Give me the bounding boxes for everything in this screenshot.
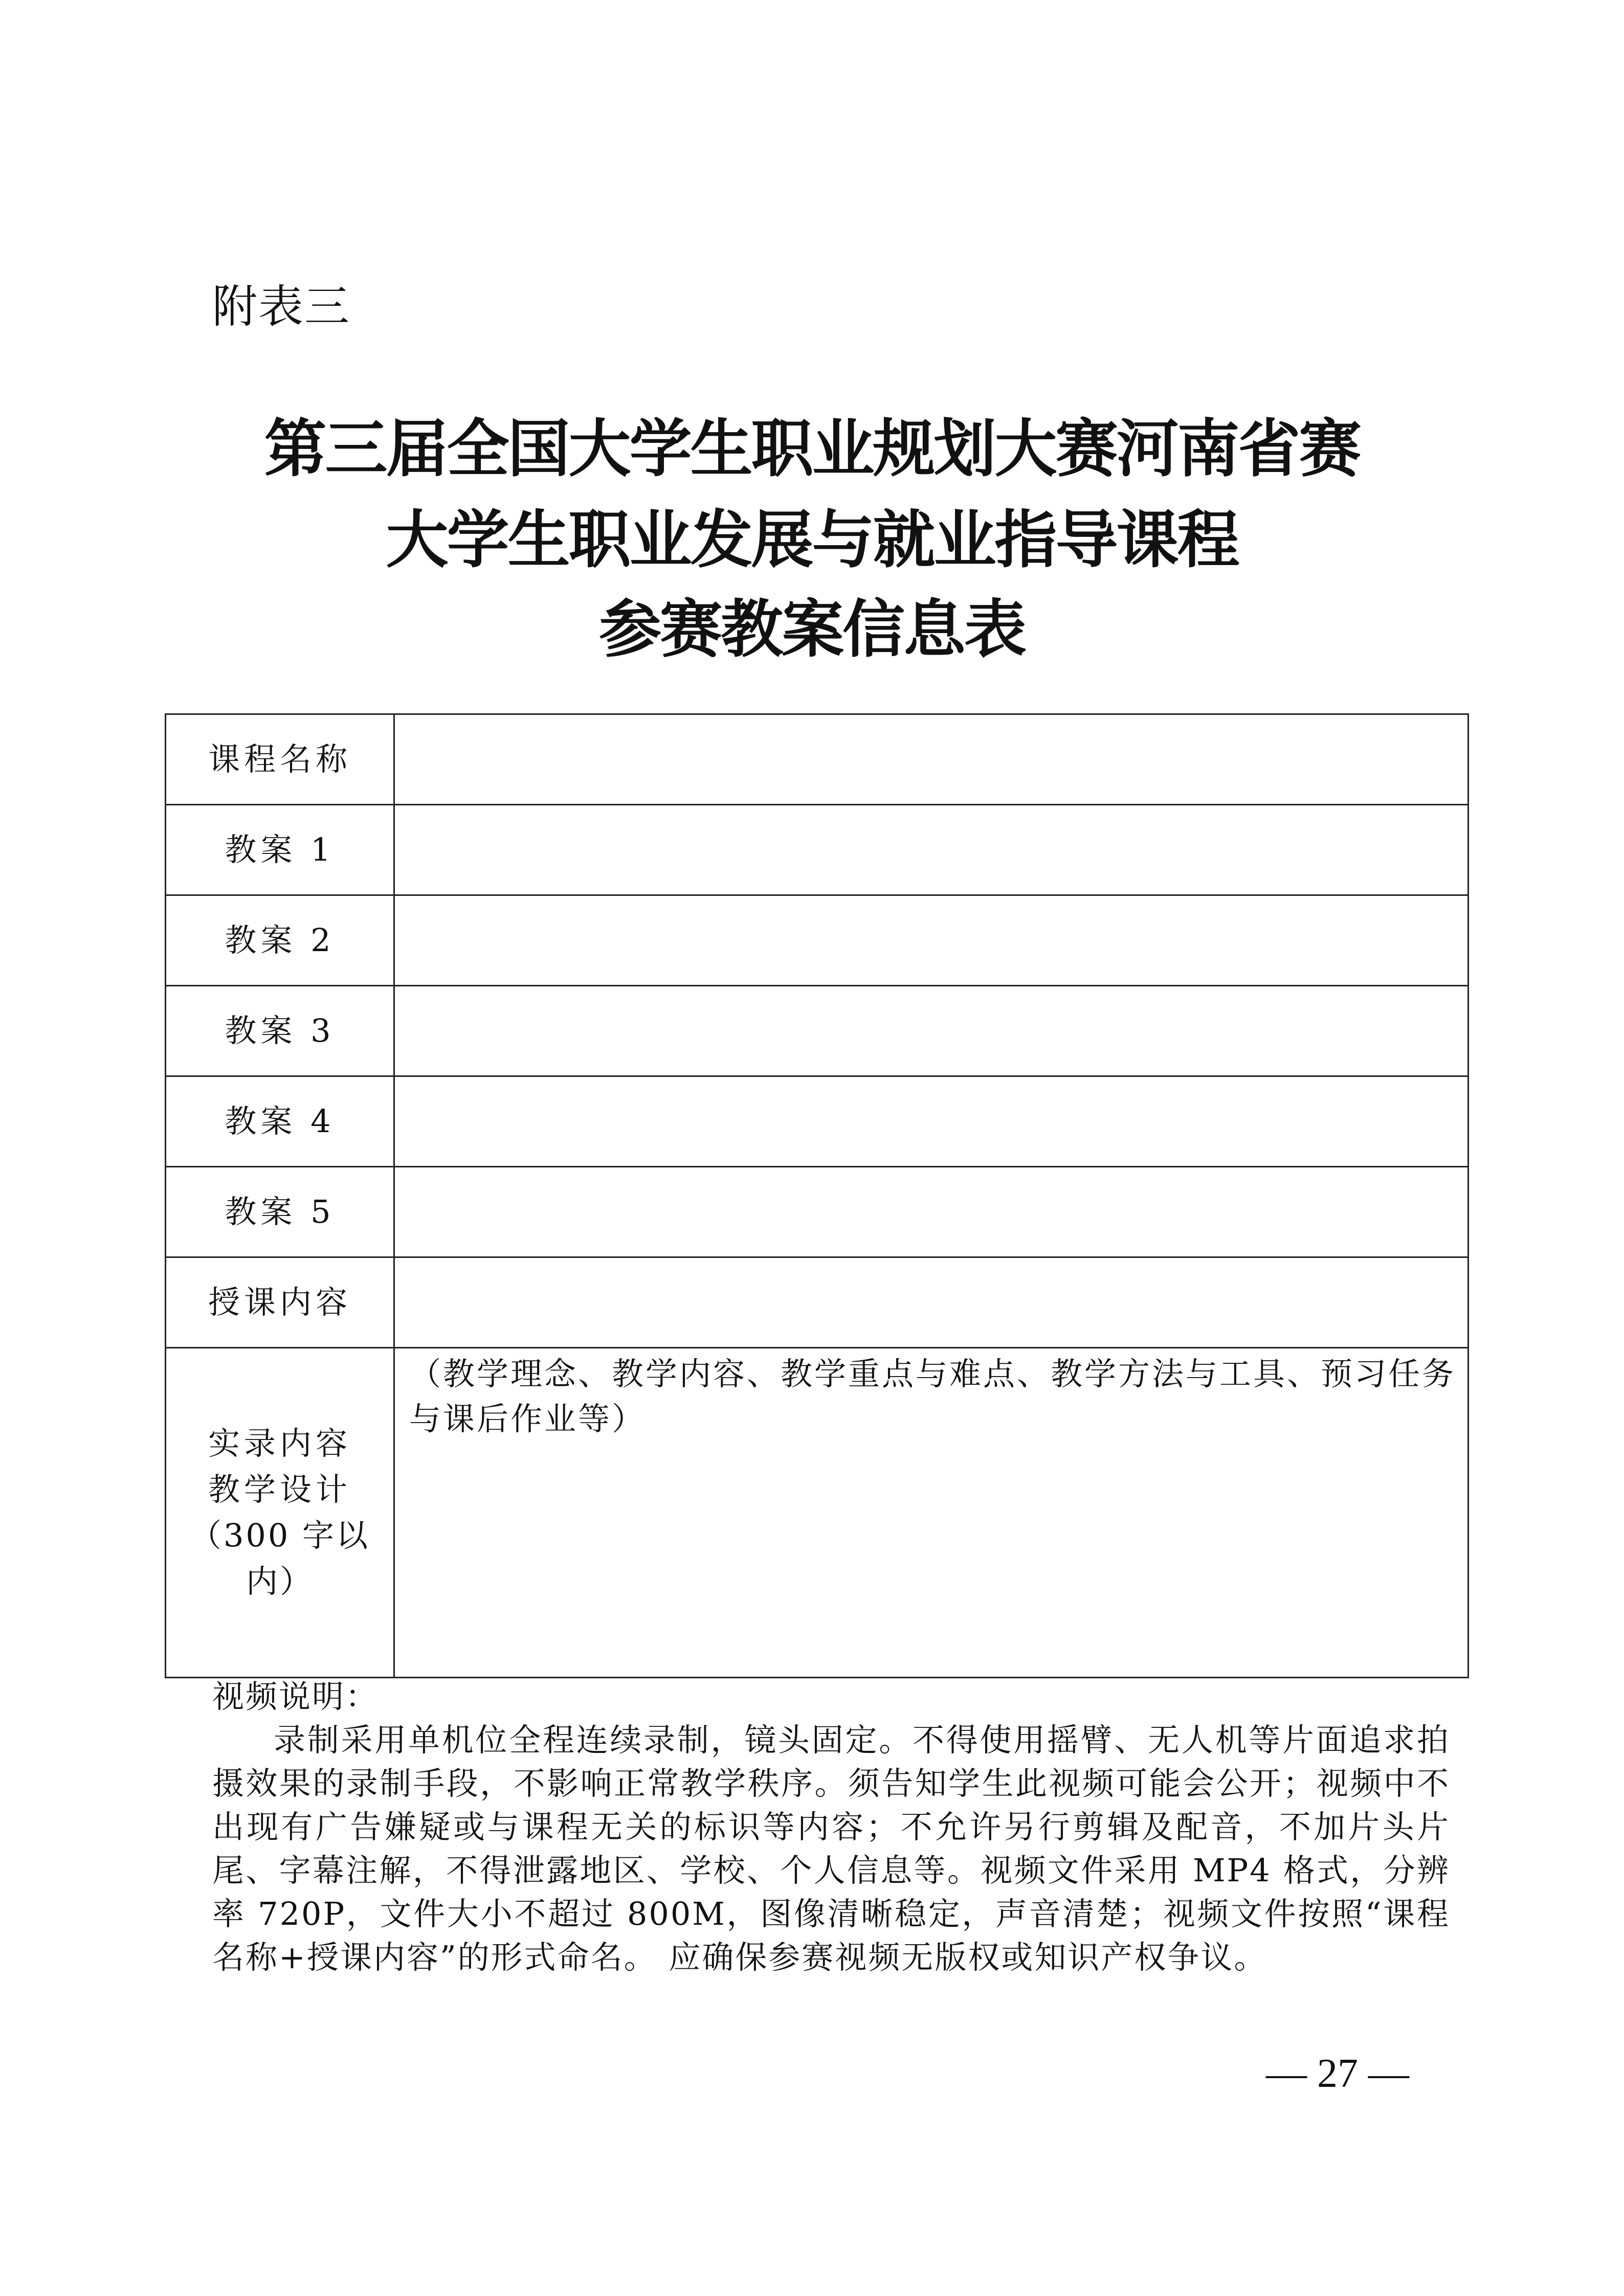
table-row-teaching-content <box>166 1257 1469 1348</box>
course-name-label: 课程名称 <box>166 714 394 805</box>
video-notes-body: 录制采用单机位全程连续录制，镜头固定。不得使用摇臂、无人机等片面追求拍摄效果的录制手段，不影响正常教学秩序。须告知学生此视频可能会公开；视频中不出现有广告嫌疑或与课程无关的标识等内容；不允许另行剪辑及配音，不加片头片尾、字幕注解，不得泄露地区、学校、个人信息等。视频文件采用 MP4 格式，分辨率 720P，文件大小不超过 800M，图像清晰稳定，声音清楚；视频文件按照“课程名称+授课内容”的形式命名。 应确保参赛视频无版权或知识产权争议。 <box>212 1721 1450 1976</box>
teaching-design-label-line-3: （300 字以内） <box>189 1517 370 1600</box>
table-row-course-name <box>166 714 1469 805</box>
lesson-plan-5-label: 教案 5 <box>166 1167 394 1257</box>
table-row-teaching-design <box>166 1348 1469 1678</box>
teaching-content-label: 授课内容 <box>166 1257 394 1348</box>
video-notes <box>212 1675 1450 1979</box>
title-line-3: 参赛教案信息表 <box>599 592 1025 666</box>
appendix-label: 附表三 <box>212 280 351 333</box>
teaching-design-label <box>166 1348 394 1678</box>
title-line-2: 大学生职业发展与就业指导课程 <box>386 503 1238 576</box>
lesson-plan-2-field[interactable] <box>394 895 1469 986</box>
table-row-lesson-plan-5 <box>166 1167 1469 1257</box>
lesson-plan-info-table <box>165 713 1469 1678</box>
lesson-plan-1-label: 教案 1 <box>166 805 394 895</box>
teaching-design-hint: （教学理念、教学内容、教学重点与难点、教学方法与工具、预习任务与课后作业等） <box>409 1355 1456 1437</box>
lesson-plan-5-field[interactable] <box>394 1167 1469 1257</box>
lesson-plan-3-field[interactable] <box>394 986 1469 1076</box>
teaching-content-field[interactable] <box>394 1257 1469 1348</box>
table-row-lesson-plan-2 <box>166 895 1469 986</box>
course-name-field[interactable] <box>394 714 1469 805</box>
table-row-lesson-plan-3 <box>166 986 1469 1076</box>
lesson-plan-2-label: 教案 2 <box>166 895 394 986</box>
page-number: — 27 — <box>1266 2051 1409 2096</box>
table-row-lesson-plan-1 <box>166 805 1469 895</box>
lesson-plan-4-label: 教案 4 <box>166 1076 394 1167</box>
table-row-lesson-plan-4 <box>166 1076 1469 1167</box>
lesson-plan-3-label: 教案 3 <box>166 986 394 1076</box>
lesson-plan-1-field[interactable] <box>394 805 1469 895</box>
teaching-design-field[interactable] <box>394 1348 1469 1678</box>
teaching-design-label-line-2: 教学设计 <box>208 1471 351 1508</box>
video-notes-heading: 视频说明： <box>212 1678 379 1715</box>
teaching-design-label-line-1: 实录内容 <box>208 1425 351 1462</box>
title-line-1: 第三届全国大学生职业规划大赛河南省赛 <box>264 412 1360 485</box>
lesson-plan-4-field[interactable] <box>394 1076 1469 1167</box>
